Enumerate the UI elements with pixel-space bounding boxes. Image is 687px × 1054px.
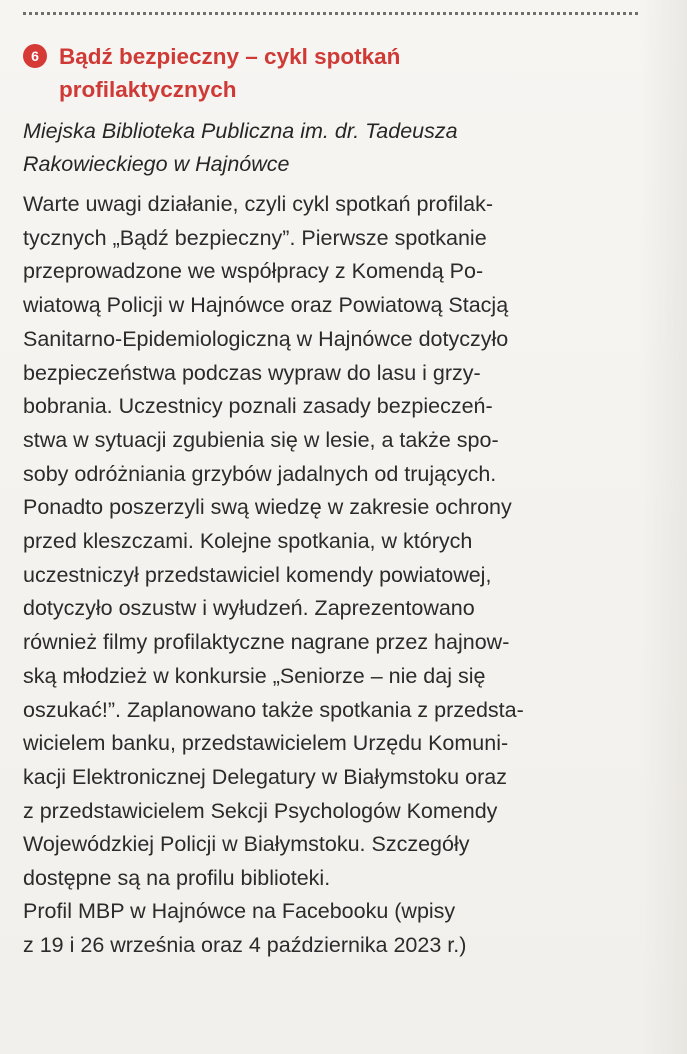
institution-line: Miejska Biblioteka Publiczna im. dr. Tadeusza: [23, 119, 458, 143]
body-line: również filmy profilaktyczne nagrane przez hajnow-: [23, 630, 510, 655]
body-line: wicielem banku, przedstawicielem Urzędu Komuni-: [23, 731, 509, 756]
body-line: z przedstawicielem Sekcji Psychologów Komendy: [23, 798, 498, 823]
article-title-line: profilaktycznych: [59, 77, 237, 102]
dotted-divider: [23, 12, 638, 15]
article-title: [59, 40, 400, 106]
body-line: Wojewódzkiej Policji w Białymstoku. Szczegóły: [23, 832, 470, 857]
body-line: stwa w sytuacji zgubienia się w lesie, a także spo-: [23, 427, 499, 452]
body-line: przeprowadzone we współpracy z Komendą Po-: [23, 259, 484, 284]
article-heading: [23, 40, 633, 106]
institution-name: [23, 115, 633, 181]
article-number-badge: 6: [23, 44, 47, 68]
source-line: Profil MBP w Hajnówce na Facebooku (wpisy: [23, 899, 456, 923]
page-edge-shadow: [639, 0, 687, 1054]
body-line: Sanitarno-Epidemiologiczną w Hajnówce dotyczyło: [23, 326, 509, 351]
body-line: oszukać!”. Zaplanowano także spotkania z przedsta-: [23, 697, 524, 722]
institution-line: Rakowieckiego w Hajnówce: [23, 152, 290, 176]
article-body: [23, 188, 633, 896]
body-line: bezpieczeństwa podczas wypraw do lasu i grzy-: [23, 360, 481, 385]
article-title-line: Bądź bezpieczny – cykl spotkań: [59, 44, 401, 69]
body-line: Ponadto poszerzyli swą wiedzę w zakresie ochrony: [23, 495, 512, 520]
body-line: Warte uwagi działanie, czyli cykl spotkań profilak-: [23, 192, 493, 216]
body-line: ską młodzież w konkursie „Seniorze – nie daj się: [23, 663, 486, 688]
source-line: z 19 i 26 września oraz 4 października 2023 r.): [23, 932, 467, 957]
body-line: tycznych „Bądź bezpieczny”. Pierwsze spotkanie: [23, 225, 487, 250]
source-note: [23, 895, 633, 962]
body-line: bobrania. Uczestnicy poznali zasady bezpieczeń-: [23, 394, 493, 419]
body-line: kacji Elektronicznej Delegatury w Białymstoku oraz: [23, 764, 507, 789]
body-line: przed kleszczami. Kolejne spotkania, w których: [23, 529, 473, 554]
body-line: uczestniczył przedstawiciel komendy powiatowej,: [23, 562, 492, 587]
body-line: dotyczyło oszustw i wyłudzeń. Zaprezentowano: [23, 596, 475, 621]
body-line: wiatową Policji w Hajnówce oraz Powiatową Stacją: [23, 293, 509, 318]
body-line: dostępne są na profilu biblioteki.: [23, 866, 331, 891]
body-line: soby odróżniania grzybów jadalnych od trujących.: [23, 461, 497, 486]
